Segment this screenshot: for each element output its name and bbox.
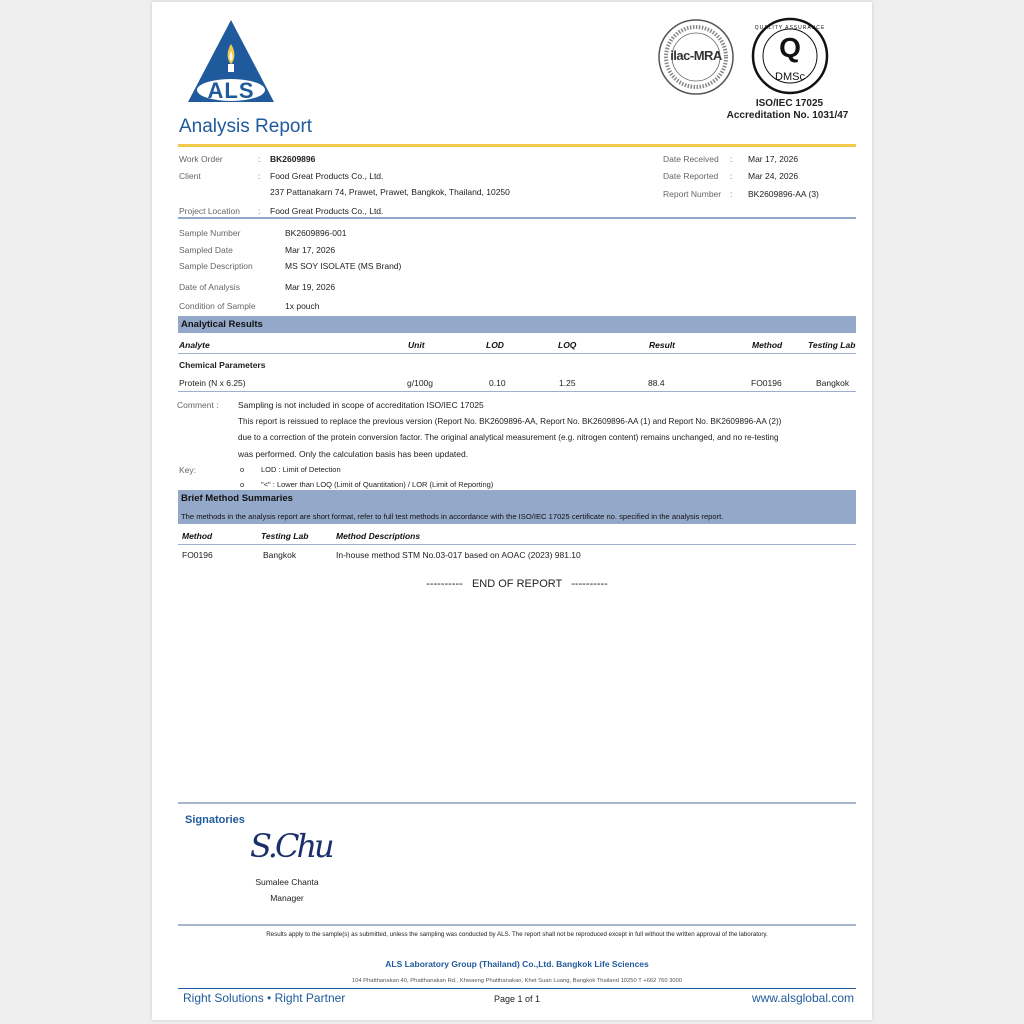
- work-order-label: Work Order: [179, 154, 223, 164]
- date-received-label: Date Received: [663, 154, 719, 164]
- als-logo-text: ALS: [207, 78, 255, 103]
- method-summaries-title: Brief Method Summaries: [181, 493, 293, 504]
- sample-number-label: Sample Number: [179, 228, 241, 238]
- analytical-results-title: Analytical Results: [181, 319, 263, 330]
- end-of-report: ---------- END OF REPORT ----------: [426, 578, 608, 590]
- signatories-top-rule: [178, 802, 856, 804]
- analysis-date-label: Date of Analysis: [179, 282, 240, 292]
- report-number-value: BK2609896-AA (3): [748, 189, 819, 199]
- header-rule: [178, 144, 856, 147]
- client-label: Client: [179, 171, 201, 181]
- report-number-label: Report Number: [663, 189, 722, 199]
- lab-cell: Bangkok: [816, 378, 850, 388]
- signatory-role: Manager: [270, 893, 304, 903]
- key-bullet: o: [240, 480, 245, 489]
- footer-page-number: Page 1 of 1: [493, 994, 541, 1004]
- signature: S.Chu: [250, 827, 332, 865]
- footer-bottom-rule: [178, 988, 856, 989]
- iso-line-2: Accreditation No. 1031/47: [726, 110, 849, 121]
- comment-line-4: was performed. Only the calculation basis has been updated.: [238, 449, 469, 459]
- sample-description-label: Sample Description: [179, 261, 253, 271]
- result-cell: 88.4: [648, 378, 665, 388]
- sampled-date-value: Mar 17, 2026: [285, 245, 336, 255]
- sampled-date-label: Sampled Date: [179, 245, 233, 255]
- dmsc-text: DMSc: [775, 71, 805, 83]
- dmsc-letter: Q: [779, 32, 801, 63]
- date-received-value: Mar 17, 2026: [748, 154, 799, 164]
- col-lod: LOD: [486, 340, 504, 350]
- order-divider: [178, 217, 856, 219]
- loq-cell: 1.25: [559, 378, 576, 388]
- dmsc-top-text: QUALITY ASSURANCE: [754, 25, 826, 31]
- lod-cell: 0.10: [489, 378, 506, 388]
- col-testing-lab: Testing Lab: [808, 340, 856, 350]
- ilac-text: ilac-MRA: [670, 48, 722, 63]
- col-result: Result: [649, 340, 675, 350]
- colon: :: [258, 154, 261, 164]
- key-bullet: o: [240, 465, 245, 474]
- condition-label: Condition of Sample: [179, 301, 256, 311]
- key-item-1: LOD : Limit of Detection: [261, 465, 341, 474]
- comment-line-2: This report is reissued to replace the previous version (Report No. BK2609896-AA, Report No. BK2609896-AA (1) and Report No. BK2609896-AA (2)): [238, 417, 782, 426]
- analyte-cell: Protein (N x 6.25): [179, 378, 246, 388]
- method-summaries-note: The methods in the analysis report are short format, refer to full test methods in accordance with the ISO/IEC 17025 certificate no. specified in the analysis report.: [181, 512, 724, 521]
- comment-line-3: due to a correction of the protein conversion factor. The original analytical measurement (e.g. nitrogen content) remains unchanged, and no re-testing: [238, 433, 779, 442]
- colon: :: [730, 154, 733, 164]
- col-method-code: Method: [182, 531, 213, 541]
- method-cell: FO0196: [751, 378, 782, 388]
- analytical-results-bar: [178, 316, 856, 333]
- colon: :: [730, 189, 733, 199]
- colon: :: [258, 206, 261, 216]
- comment-label: Comment :: [177, 400, 219, 410]
- footer-company: ALS Laboratory Group (Thailand) Co.,Ltd. Bangkok Life Sciences: [385, 959, 649, 969]
- method-lab-cell: Bangkok: [263, 550, 297, 560]
- work-order-value: BK2609896: [270, 154, 316, 164]
- footer-slogan: Right Solutions • Right Partner: [183, 991, 346, 1005]
- client-address: 237 Pattanakarn 74, Prawet, Prawet, Bangkok, Thailand, 10250: [270, 187, 510, 197]
- date-reported-value: Mar 24, 2026: [748, 171, 799, 181]
- method-code-cell: FO0196: [182, 550, 213, 560]
- page-title: Analysis Report: [179, 116, 313, 137]
- footer-address: 104 Phatthanakan 40, Phatthanakan Rd., Khwaeng Phatthanakan, Khet Suan Luang, Bangkok Thailand 10250 T +662 760 3000: [351, 978, 683, 984]
- report-page: [152, 2, 872, 1020]
- project-label: Project Location: [179, 206, 240, 216]
- footer-rule: [178, 924, 856, 926]
- col-analyte: Analyte: [179, 340, 210, 350]
- col-loq: LOQ: [558, 340, 577, 350]
- ilac-mra-seal: [657, 18, 735, 96]
- analysis-date-value: Mar 19, 2026: [285, 282, 336, 292]
- method-summaries-block: [178, 490, 856, 524]
- col-method-description: Method Descriptions: [336, 531, 421, 541]
- signatories-title: Signatories: [185, 814, 245, 826]
- project-value: Food Great Products Co., Ltd.: [270, 206, 384, 216]
- iso-line-1: ISO/IEC 17025: [755, 98, 824, 109]
- client-name: Food Great Products Co., Ltd.: [270, 171, 384, 181]
- sample-number-value: BK2609896-001: [285, 228, 347, 238]
- results-header-rule: [178, 353, 856, 354]
- date-reported-label: Date Reported: [663, 171, 719, 181]
- comment-line-1: Sampling is not included in scope of accreditation ISO/IEC 17025: [238, 400, 484, 410]
- unit-cell: g/100g: [407, 378, 433, 388]
- footer-website: www.alsglobal.com: [751, 991, 854, 1005]
- methods-header-rule: [178, 544, 856, 545]
- key-label: Key:: [179, 465, 197, 475]
- condition-value: 1x pouch: [285, 301, 320, 311]
- dmsc-seal: [750, 16, 830, 96]
- sample-description-value: MS SOY ISOLATE (MS Brand): [285, 261, 402, 271]
- col-unit: Unit: [408, 340, 425, 350]
- results-bottom-rule: [178, 391, 856, 392]
- chemical-parameters-heading: Chemical Parameters: [179, 360, 266, 370]
- col-method-lab: Testing Lab: [261, 531, 309, 541]
- method-description-cell: In-house method STM No.03-017 based on AOAC (2023) 981.10: [336, 550, 581, 560]
- footer-disclaimer: Results apply to the sample(s) as submitted, unless the sampling was conducted by ALS. The report shall not be reproduced except in full without the written approval of the laboratory.: [266, 931, 768, 938]
- colon: :: [258, 171, 261, 181]
- signatory-name: Sumalee Chanta: [255, 877, 319, 887]
- key-item-2: "<" : Lower than LOQ (Limit of Quantitation) / LOR (Limit of Reporting): [261, 480, 494, 489]
- als-logo: [186, 18, 276, 104]
- col-method: Method: [752, 340, 783, 350]
- colon: :: [730, 171, 733, 181]
